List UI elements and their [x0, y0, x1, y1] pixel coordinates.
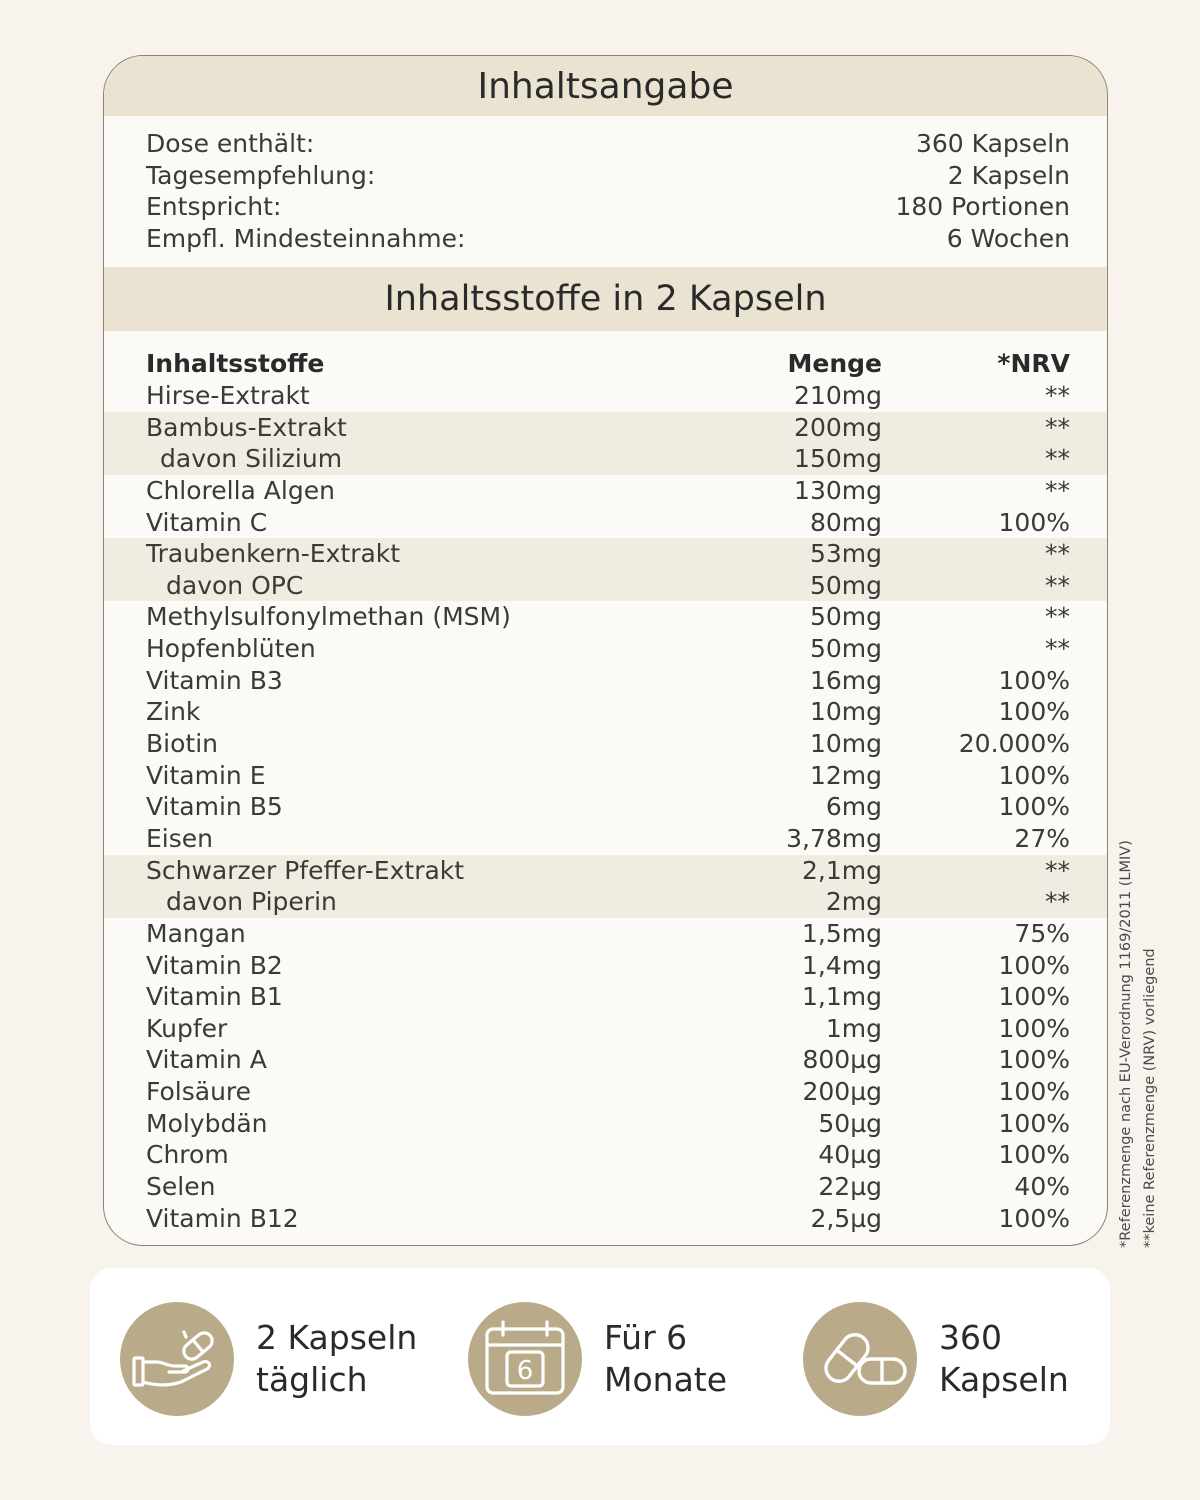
ingredient-name: Selen [146, 1172, 216, 1202]
summary-value: 180 Portionen [895, 192, 1070, 221]
table-row [104, 918, 1107, 950]
ingredient-nrv: ** [1045, 539, 1070, 569]
ingredient-amount: 50µg [818, 1108, 882, 1138]
ingredient-amount: 10mg [809, 697, 882, 727]
table-row [104, 1044, 1107, 1076]
ingredient-amount: 6mg [825, 792, 882, 822]
ingredient-nrv: ** [1045, 855, 1070, 885]
feature-line: Monate [604, 1360, 728, 1399]
ingredient-nrv: 100% [998, 1140, 1070, 1170]
ingredients-panel [103, 55, 1108, 1246]
calendar-icon [468, 1302, 582, 1416]
table-row [104, 570, 1107, 602]
summary-label: Dose enthält: [146, 129, 315, 158]
ingredient-nrv: 100% [998, 1203, 1070, 1233]
ingredient-nrv: ** [1045, 444, 1070, 474]
ingredient-nrv: ** [1045, 634, 1070, 664]
ingredient-amount: 150mg [794, 444, 882, 474]
table-row [104, 760, 1107, 792]
table-row [104, 1171, 1107, 1203]
table-row [104, 1108, 1107, 1140]
summary-row [146, 223, 1070, 255]
ingredient-nrv: 27% [1014, 823, 1070, 853]
table-row [104, 443, 1107, 475]
ingredient-name: Traubenkern-Extrakt [146, 539, 401, 569]
table-row [104, 823, 1107, 855]
feature-daily-dose [120, 1302, 417, 1416]
feature-bar [90, 1268, 1110, 1445]
table-row [104, 1013, 1107, 1045]
ingredient-amount: 1,1mg [802, 982, 882, 1012]
ingredient-nrv: 100% [998, 1077, 1070, 1107]
ingredient-amount: 12mg [809, 760, 882, 790]
ingredient-nrv: ** [1045, 570, 1070, 600]
ingredient-amount: 40µg [818, 1140, 882, 1170]
ingredient-amount: 800µg [802, 1045, 882, 1075]
ingredient-amount: 50mg [809, 602, 882, 632]
ingredient-nrv: 100% [998, 507, 1070, 537]
feature-line: 360 [939, 1318, 1002, 1357]
ingredient-nrv: 100% [998, 1013, 1070, 1043]
summary-list [146, 128, 1070, 254]
ingredient-name: Vitamin C [146, 507, 268, 537]
table-row [104, 665, 1107, 697]
ingredient-name: Schwarzer Pfeffer-Extrakt [146, 855, 465, 885]
header-amount: Menge [787, 349, 882, 378]
ingredient-name: Folsäure [146, 1077, 252, 1107]
ingredient-nrv: ** [1045, 381, 1070, 410]
footnote-nrv: *Referenzmenge nach EU-Verordnung 1169/2011 (LMIV) [1118, 840, 1134, 1248]
ingredient-nrv: 100% [998, 1108, 1070, 1138]
header-nrv: *NRV [997, 349, 1070, 378]
summary-title: Inhaltsangabe [104, 56, 1107, 116]
ingredient-amount: 3,78mg [786, 823, 882, 853]
ingredient-amount: 50mg [809, 634, 882, 664]
ingredient-nrv: ** [1045, 887, 1070, 917]
summary-row [146, 128, 1070, 160]
ingredient-name: Methylsulfonylmethan (MSM) [146, 602, 511, 632]
table-header [104, 348, 1107, 380]
ingredient-nrv: 40% [1014, 1172, 1070, 1202]
ingredient-amount: 10mg [809, 729, 882, 759]
hand-capsule-icon [120, 1302, 234, 1416]
summary-row [146, 191, 1070, 223]
table-row [104, 1076, 1107, 1108]
ingredient-name: davon Silizium [160, 444, 343, 474]
feature-duration [468, 1302, 727, 1416]
table-row [104, 886, 1107, 918]
ingredient-nrv: 100% [998, 792, 1070, 822]
ingredient-amount: 1mg [825, 1013, 882, 1043]
table-body [104, 380, 1107, 1234]
ingredient-amount: 200mg [794, 412, 882, 442]
feature-count [803, 1302, 1069, 1416]
ingredient-name: Vitamin B1 [146, 982, 283, 1012]
table-row [104, 1203, 1107, 1235]
ingredient-name: Vitamin B3 [146, 665, 283, 695]
feature-line: 2 Kapseln [256, 1318, 418, 1357]
table-row [104, 981, 1107, 1013]
ingredient-name: Chlorella Algen [146, 475, 335, 505]
ingredient-name: Eisen [146, 823, 213, 853]
ingredient-amount: 130mg [794, 475, 882, 505]
table-row [104, 475, 1107, 507]
ingredient-name: Vitamin E [146, 760, 266, 790]
ingredient-amount: 2,5µg [810, 1203, 882, 1233]
summary-value: 6 Wochen [946, 223, 1070, 253]
table-row [104, 633, 1107, 665]
ingredient-amount: 2,1mg [802, 855, 882, 885]
footnote-no-nrv: **keine Referenzmenge (NRV) vorliegend [1142, 948, 1158, 1248]
ingredient-name: Bambus-Extrakt [146, 412, 347, 442]
table-row [104, 538, 1107, 570]
ingredient-amount: 200µg [802, 1077, 882, 1107]
ingredient-nrv: 20.000% [958, 729, 1070, 759]
ingredient-name: davon Piperin [166, 887, 337, 917]
header-name: Inhaltsstoffe [146, 349, 325, 378]
table-row [104, 1139, 1107, 1171]
ingredient-nrv: 75% [1014, 918, 1070, 948]
ingredient-nrv: 100% [998, 950, 1070, 980]
summary-row [146, 160, 1070, 192]
ingredient-nrv: ** [1045, 602, 1070, 632]
table-row [104, 791, 1107, 823]
summary-value: 2 Kapseln [947, 160, 1070, 190]
ingredient-name: Molybdän [146, 1108, 268, 1138]
ingredient-amount: 50mg [809, 570, 882, 600]
ingredient-name: Vitamin B5 [146, 792, 283, 822]
ingredient-name: Mangan [146, 918, 246, 948]
table-row [104, 728, 1107, 760]
calendar-number: 6 [516, 1356, 534, 1386]
ingredient-nrv: 100% [998, 697, 1070, 727]
table-row [104, 507, 1107, 539]
ingredient-name: Vitamin A [146, 1045, 267, 1075]
ingredient-name: Vitamin B12 [146, 1203, 299, 1233]
ingredients-title: Inhaltsstoffe in 2 Kapseln [104, 267, 1107, 331]
ingredient-nrv: 100% [998, 982, 1070, 1012]
table-row [104, 380, 1107, 412]
ingredient-name: Hirse-Extrakt [146, 381, 310, 410]
table-row [104, 950, 1107, 982]
summary-value: 360 Kapseln [915, 129, 1070, 158]
ingredient-name: Kupfer [146, 1013, 228, 1043]
feature-line: täglich [256, 1360, 368, 1399]
table-row [104, 601, 1107, 633]
ingredient-name: davon OPC [166, 570, 304, 600]
ingredient-amount: 1,5mg [802, 918, 882, 948]
table-row [104, 696, 1107, 728]
ingredient-name: Biotin [146, 729, 218, 759]
summary-label: Empfl. Mindesteinnahme: [146, 223, 466, 253]
summary-label: Tagesempfehlung: [146, 160, 376, 190]
ingredient-amount: 16mg [809, 665, 882, 695]
ingredient-amount: 1,4mg [802, 950, 882, 980]
ingredient-name: Zink [146, 697, 201, 727]
feature-line: Kapseln [939, 1360, 1069, 1399]
ingredient-nrv: ** [1045, 475, 1070, 505]
ingredient-nrv: 100% [998, 760, 1070, 790]
ingredient-amount: 22µg [818, 1172, 882, 1202]
ingredient-amount: 80mg [809, 507, 882, 537]
table-row [104, 855, 1107, 887]
ingredient-amount: 210mg [794, 381, 882, 410]
capsules-icon [803, 1302, 917, 1416]
feature-line: Für 6 [604, 1318, 688, 1357]
ingredient-amount: 2mg [825, 887, 882, 917]
table-row [104, 412, 1107, 444]
ingredient-nrv: 100% [998, 1045, 1070, 1075]
ingredient-name: Vitamin B2 [146, 950, 283, 980]
ingredient-nrv: ** [1045, 412, 1070, 442]
footnotes [1114, 738, 1166, 1248]
ingredient-amount: 53mg [809, 539, 882, 569]
ingredient-name: Chrom [146, 1140, 229, 1170]
ingredient-nrv: 100% [998, 665, 1070, 695]
ingredient-name: Hopfenblüten [146, 634, 316, 664]
summary-label: Entspricht: [146, 192, 282, 221]
ingredients-table [104, 348, 1107, 1234]
